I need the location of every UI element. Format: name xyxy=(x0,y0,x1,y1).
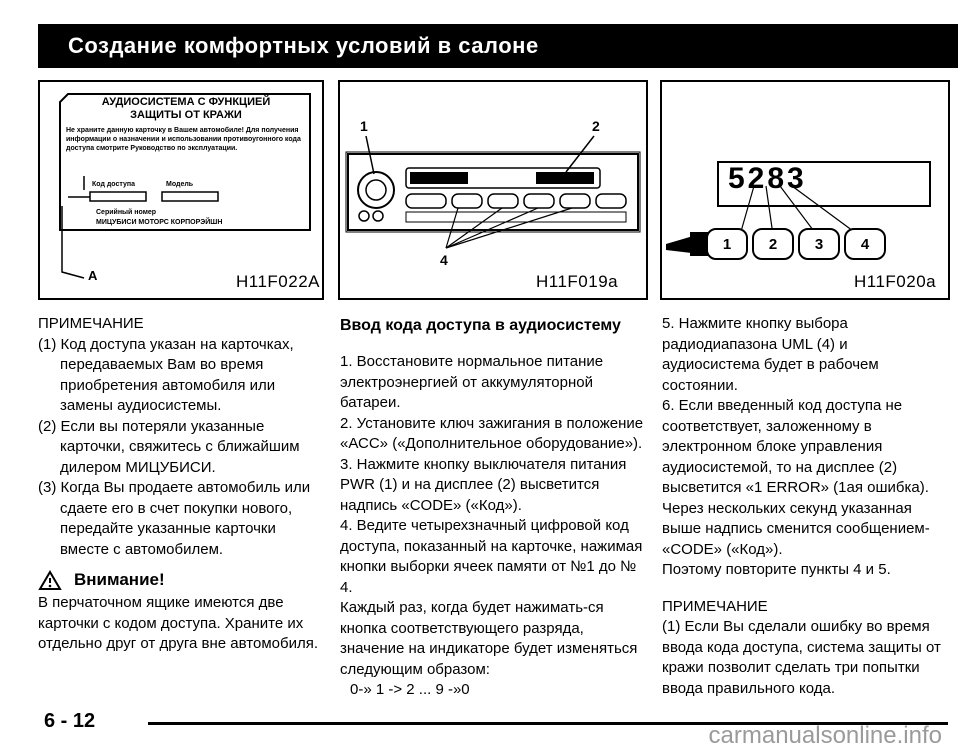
step-2: 2. Установите ключ зажигания в положение «АСС» («Дополнительное оборудование»). xyxy=(340,414,644,452)
preset-button-4[interactable]: 4 xyxy=(844,228,886,260)
section-title: Создание комфортных условий в салоне xyxy=(68,33,539,58)
step-6: 6. Если введенный код доступа не соответствует, заложенному в электронном блоке управления аудиосистемой, то на дисплее (2) высветится «1 ERROR» (1ая ошибка). xyxy=(662,397,929,496)
note-title-2: ПРИМЕЧАНИЕ xyxy=(662,597,768,615)
repeat-instruction: Поэтому повторите пункты 4 и 5. xyxy=(662,561,891,578)
note-item-2: (2) Если вы потеряли указанные карточки, свяжитесь с ближайшим дилером МИЦУБИСИ. xyxy=(38,417,300,476)
column-code-entry xyxy=(340,314,645,701)
note-text-2: (1) Если Вы сделали ошибку во время ввода кода доступа, система защиты от кражи позволит сделать три попытки ввода правильного кода. xyxy=(662,618,941,697)
card-title-line-2: ЗАЩИТЫ ОТ КРАЖИ xyxy=(130,109,242,121)
callout-2: 2 xyxy=(592,118,600,134)
step-1: 1. Восстановите нормальное питание электроэнергией от аккумуляторной батареи. xyxy=(340,353,604,411)
section-header xyxy=(38,24,958,68)
callout-1: 1 xyxy=(360,118,368,134)
callout-4: 4 xyxy=(440,252,448,268)
card-manufacturer: МИЦУБИСИ МОТОРС КОРПОРЭЙШН xyxy=(96,219,223,226)
digit-sequence: 0-» 1 -> 2 ... 9 -»0 xyxy=(350,681,470,698)
radio-figure-code: H11F019a xyxy=(536,272,619,291)
note-item-3: (3) Когда Вы продаете автомобиль или сдаете его в счет покупки нового, передайте указанные карточки вместе с автомобилем. xyxy=(38,479,311,558)
display-digits: 5283 xyxy=(728,162,807,195)
preset-button-1[interactable]: 1 xyxy=(706,228,748,260)
code-entry-heading: Ввод кода доступа в аудиосистему xyxy=(340,317,621,334)
note-item-1: (1) Код доступа указан на карточках, передаваемых Вам во время приобретения автомобиля или замены аудиосистемы. xyxy=(38,335,294,414)
column-notes xyxy=(38,314,323,655)
card-field-model-label: Модель xyxy=(166,181,194,188)
step-6-detail: Через нескольких секунд указанная выше надпись сменится сообщением- «CODE» («Код»). xyxy=(662,499,930,558)
radio-unit-illustration xyxy=(340,82,646,298)
warning-title: Внимание! xyxy=(74,570,165,590)
display-figure xyxy=(660,80,950,300)
page-number: 6 - 12 xyxy=(44,710,96,732)
card-figure-code: H11F022A xyxy=(236,272,321,291)
warning-icon xyxy=(38,570,62,591)
warning-text: В перчаточном ящике имеются две карточки с кодом доступа. Храните их отдельно друг от друга вне автомобиля. xyxy=(38,594,318,652)
preset-button-2[interactable]: 2 xyxy=(752,228,794,260)
step-4-detail: Каждый раз, когда будет нажимать-ся кнопка соответствующего разряда, значение на индикаторе будет изменяться следующим образом: xyxy=(340,599,638,678)
pointer-label-a: A xyxy=(88,268,98,283)
display-figure-code: H11F020a xyxy=(854,272,937,291)
radio-unit-figure xyxy=(338,80,648,300)
card-title-line-1: АУДИОСИСТЕМА С ФУНКЦИЕЙ xyxy=(101,96,271,108)
card-field-code-label: Код доступа xyxy=(92,181,135,188)
preset-button-3[interactable]: 3 xyxy=(798,228,840,260)
step-4: 4. Ведите четырехзначный цифровой код доступа, показанный на карточке, нажимая кнопки выборки ячеек памяти от №1 до № 4. xyxy=(340,517,643,596)
watermark: carmanualsonline.info xyxy=(708,722,942,749)
step-3: 3. Нажмите кнопку выключателя питания PWR (1) и на дисплее (2) высветится надпись «CODE» («Код»). xyxy=(340,455,627,514)
warning-heading xyxy=(38,570,323,591)
column-errors xyxy=(662,314,948,699)
card-title xyxy=(66,96,306,122)
note-title: ПРИМЕЧАНИЕ xyxy=(38,315,144,332)
preset-buttons xyxy=(706,228,886,260)
card-body-text: Не храните данную карточку в Вашем автомобиле! Для получения информации о назначении и использовании противоугонного кода доступа смотрите Руководство по эксплуатации. xyxy=(66,127,301,152)
security-card-figure xyxy=(38,80,324,300)
card-serial-label: Серийный номер xyxy=(96,209,157,216)
step-5: 5. Нажмите кнопку выбора радиодиапазона UML (4) и аудиосистема будет в рабочем состоянии. xyxy=(662,315,879,394)
